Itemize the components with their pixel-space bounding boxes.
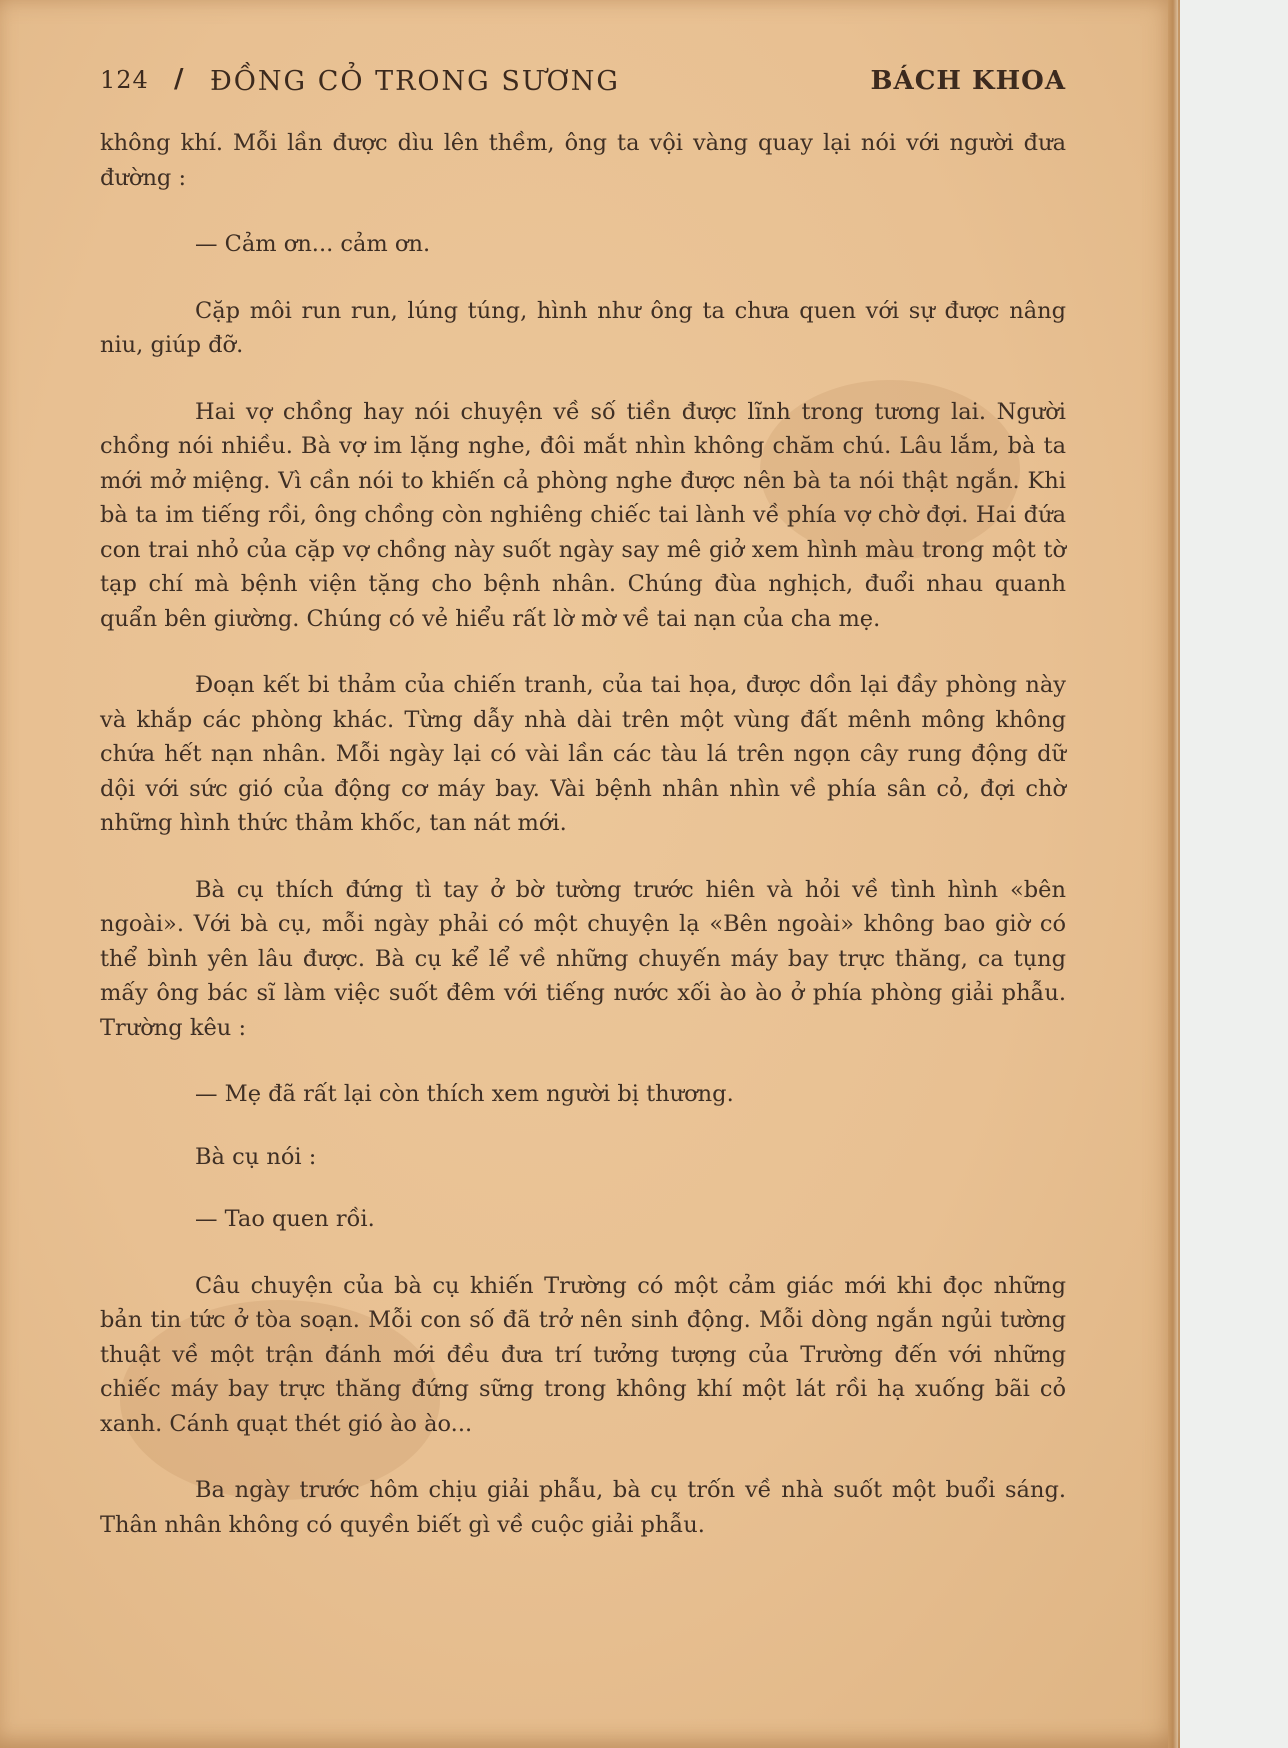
paragraph: Hai vợ chồng hay nói chuyện về số tiền được lĩnh trong tương lai. Người chồng nói nhiều. Bà vợ im lặng nghe, đôi mắt nhìn không chăm chú. Lâu lắm, bà ta mới mở miệng. Vì cần nói to khiến cả phòng nghe được nên bà ta nói thật ngắn. Khi bà ta im tiếng rồi, ông chồng còn nghiêng chiếc tai lành về phía vợ chờ đợi. Hai đứa con trai nhỏ của cặp vợ chồng này suốt ngày say mê giở xem hình màu trong một tờ tạp chí mà bệnh viện tặng cho bệnh nhân. Chúng đùa nghịch, đuổi nhau quanh quẩn bên giường. Chúng có vẻ hiểu rất lờ mờ về tai nạn của cha mẹ. [100, 398, 1066, 632]
dialogue-line: — Mẹ đã rất lại còn thích xem người bị thương. [195, 1081, 734, 1107]
body-text [100, 126, 1066, 1574]
paragraph: Câu chuyện của bà cụ khiến Trường có một cảm giác mới khi đọc những bản tin tức ở tòa soạn. Mỗi con số đã trở nên sinh động. Mỗi dòng ngắn ngủi tường thuật về một trận đánh mới đều đưa trí tưởng tượng của Trường đến với những chiếc máy bay trực thăng đứng sững trong không khí một lát rồi hạ xuống bãi cỏ xanh. Cánh quạt thét gió ào ào... [100, 1272, 1066, 1437]
journal-name: BÁCH KHOA [870, 66, 1066, 96]
dialogue-line: Bà cụ nói : [195, 1143, 317, 1170]
paragraph: không khí. Mỗi lần được dìu lên thềm, ông ta vội vàng quay lại nói với người đưa đường : [100, 130, 1066, 191]
section-title: ĐỒNG CỎ TRONG SƯƠNG [210, 66, 620, 97]
paragraph: Đoạn kết bi thảm của chiến tranh, của tai họa, được dồn lại đầy phòng này và khắp các phòng khác. Từng dẫy nhà dài trên một vùng đất mênh mông không chứa hết nạn nhân. Mỗi ngày lại có vài lần các tàu lá trên ngọn cây rung động dữ dội với sức gió của động cơ máy bay. Vài bệnh nhân nhìn về phía sân cỏ, đợi chờ những hình thức thảm khốc, tan nát mới. [100, 672, 1066, 836]
paragraph: Ba ngày trước hôm chịu giải phẫu, bà cụ trốn về nhà suốt một buổi sáng. Thân nhân không có quyền biết gì về cuộc giải phẫu. [100, 1477, 1066, 1538]
page-number: 124 [100, 66, 149, 94]
running-header [100, 62, 1066, 102]
page-edge [1168, 0, 1178, 1748]
paragraph: Cặp môi run run, lúng túng, hình như ông ta chưa quen với sự được nâng niu, giúp đỡ. [100, 297, 1066, 358]
dialogue-line: — Cảm ơn... cảm ơn. [195, 231, 431, 257]
dialogue-line: — Tao quen rồi. [195, 1206, 375, 1232]
header-separator: / [174, 64, 184, 94]
paragraph: Bà cụ thích đứng tì tay ở bờ tường trước hiên và hỏi về tình hình «bên ngoài». Với bà cụ, mỗi ngày phải có một chuyện lạ «Bên ngoài» không bao giờ có thể bình yên lâu được. Bà cụ kể lể về những chuyến máy bay trực thăng, ca tụng mấy ông bác sĩ làm việc suốt đêm với tiếng nước xối ào ào ở phía phòng giải phẫu. Trường kêu : [100, 876, 1066, 1041]
